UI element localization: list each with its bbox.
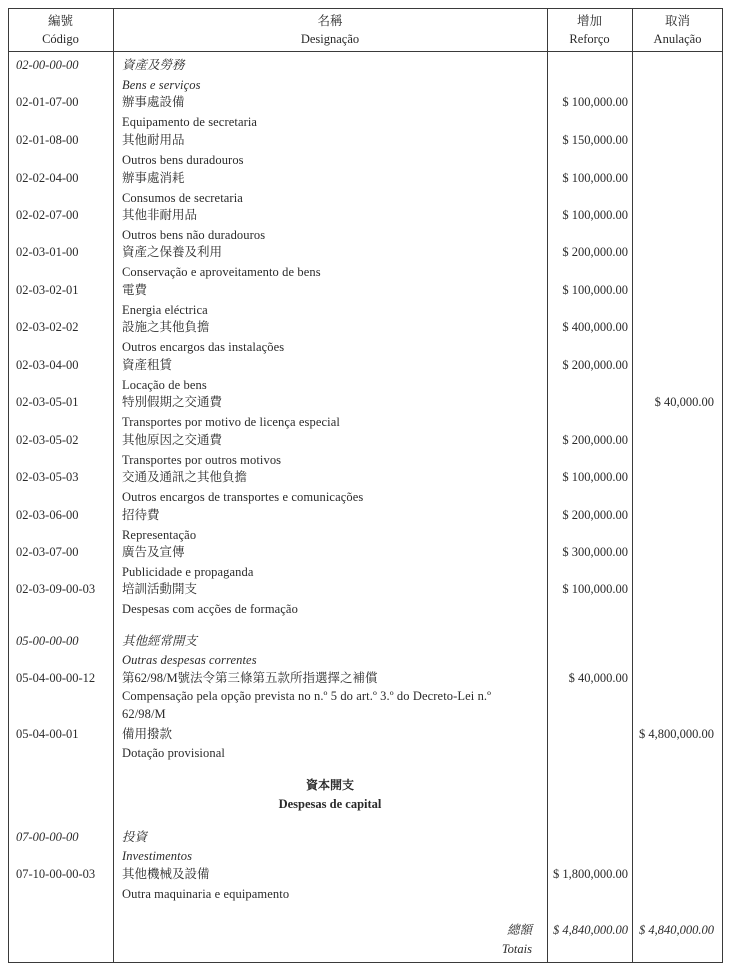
table-row: Outros encargos das instalações bbox=[122, 340, 285, 354]
table-row: Bens e serviços bbox=[122, 78, 201, 92]
table-row: 02-03-02-02 設施之其他負擔 $ 400,000.00 bbox=[16, 320, 628, 334]
header-reforco: 增加 Reforço bbox=[569, 14, 610, 46]
table-row: 07-00-00-00 投資 bbox=[16, 830, 148, 844]
table-row: Outros bens duradouros bbox=[122, 153, 244, 167]
table-row: 02-00-00-00 資產及勞務 bbox=[16, 58, 185, 72]
table-row: 02-03-05-03 交通及通訊之其他負擔 $ 100,000.00 bbox=[16, 470, 628, 484]
table-row: Outros bens não duradouros bbox=[122, 228, 266, 242]
table-row: Transportes por outros motivos bbox=[122, 453, 282, 467]
totals-row: Totais bbox=[501, 942, 532, 956]
table-row: 02-03-07-00 廣告及宣傳 $ 300,000.00 bbox=[16, 545, 628, 559]
table-row: Compensação pela opção prevista no n.º 5 do art.º 3.º do Decreto-Lei n.º 62/98/M bbox=[122, 689, 492, 721]
section-title: 資本開支 bbox=[305, 778, 354, 792]
table-row: 02-03-09-00-03 培訓活動開支 $ 100,000.00 bbox=[16, 582, 628, 596]
table-row: 02-01-08-00 其他耐用品 $ 150,000.00 bbox=[16, 133, 628, 147]
table-row: 05-04-00-01 備用撥款 $ 4,800,000.00 bbox=[16, 727, 714, 741]
header-anulacao: 取消 Anulação bbox=[653, 14, 702, 46]
table-row: 02-01-07-00 辦事處設備 $ 100,000.00 bbox=[16, 95, 628, 109]
table-row: Outros encargos de transportes e comunicações bbox=[122, 490, 364, 504]
table-row: 02-03-01-00 資產之保養及利用 $ 200,000.00 bbox=[16, 245, 628, 259]
table-row: Energia eléctrica bbox=[122, 303, 208, 317]
table-row: Outras despesas correntes bbox=[122, 653, 257, 667]
header-divider bbox=[8, 51, 723, 52]
table-row: 07-10-00-00-03 其他機械及設備 $ 1,800,000.00 bbox=[16, 867, 628, 881]
table-row: Transportes por motivo de licença especial bbox=[122, 415, 340, 429]
table-row: 02-02-07-00 其他非耐用品 $ 100,000.00 bbox=[16, 208, 628, 222]
table-row: Outra maquinaria e equipamento bbox=[122, 887, 290, 901]
table-row: Locação de bens bbox=[122, 378, 207, 392]
table-row: 02-03-05-02 其他原因之交通費 $ 200,000.00 bbox=[16, 433, 628, 447]
section-title: Despesas de capital bbox=[278, 797, 382, 811]
table-row: Consumos de secretaria bbox=[122, 191, 243, 205]
table-row: Representação bbox=[122, 528, 197, 542]
table-row: Publicidade e propaganda bbox=[122, 565, 254, 579]
header-designation: 名稱 Designação bbox=[300, 14, 360, 46]
totals-row: 總額 $ 4,840,000.00 $ 4,840,000.00 bbox=[506, 923, 714, 937]
table-row: 02-03-04-00 資產租賃 $ 200,000.00 bbox=[16, 358, 628, 372]
table-row: Equipamento de secretaria bbox=[122, 115, 258, 129]
table-row: 02-02-04-00 辦事處消耗 $ 100,000.00 bbox=[16, 171, 628, 185]
table-row: Conservação e aproveitamento de bens bbox=[122, 265, 321, 279]
table-row: 05-00-00-00 其他經常開支 bbox=[16, 634, 198, 648]
table-row: Despesas com acções de formação bbox=[122, 602, 298, 616]
table-row: 05-04-00-00-12 第62/98/M號法令第三條第五款所指選擇之補償 $ 40,000.00 bbox=[16, 671, 628, 685]
table-row: Dotação provisional bbox=[122, 746, 225, 760]
header-code: 編號 Código bbox=[42, 14, 79, 46]
table-row: 02-03-05-01 特別假期之交通費 $ 40,000.00 bbox=[16, 395, 714, 409]
table-row: Investimentos bbox=[122, 849, 193, 863]
table-row: 02-03-02-01 電費 $ 100,000.00 bbox=[16, 283, 628, 297]
table-row: 02-03-06-00 招待費 $ 200,000.00 bbox=[16, 508, 628, 522]
